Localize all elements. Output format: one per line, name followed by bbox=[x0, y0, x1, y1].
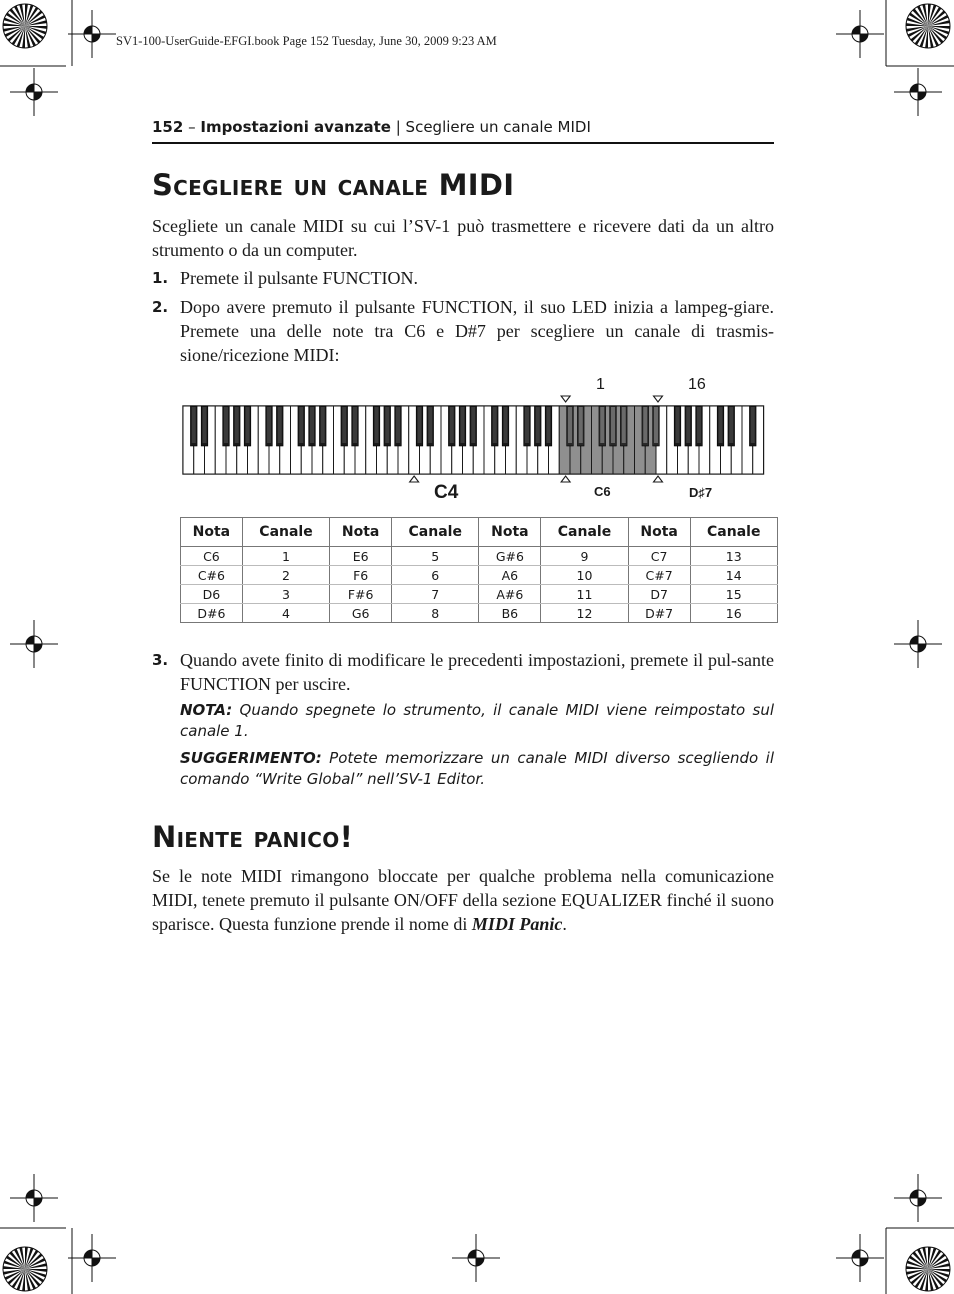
note-label: NOTA: bbox=[180, 701, 233, 719]
header-cell: Canale bbox=[242, 518, 329, 547]
table-cell: 7 bbox=[392, 585, 479, 604]
table-row bbox=[181, 547, 778, 566]
running-head-dash: – bbox=[183, 118, 201, 136]
black-key-highlight bbox=[729, 407, 733, 443]
table-cell: F#6 bbox=[330, 585, 392, 604]
table-cell: A#6 bbox=[479, 585, 541, 604]
table-cell: 9 bbox=[541, 547, 628, 566]
black-key-highlight bbox=[525, 407, 529, 443]
table-row bbox=[181, 566, 778, 585]
section-title-midi-panic: Niente panico! bbox=[152, 820, 354, 854]
black-key-highlight bbox=[246, 407, 250, 443]
black-key-highlight bbox=[299, 407, 303, 443]
table-cell: 12 bbox=[541, 604, 628, 623]
table-cell: C7 bbox=[628, 547, 690, 566]
table-cell: A6 bbox=[479, 566, 541, 585]
midi-channel-table bbox=[180, 517, 778, 623]
panic-text-end: . bbox=[562, 914, 567, 934]
black-key-highlight bbox=[235, 407, 239, 443]
black-key-highlight bbox=[342, 407, 346, 443]
table-cell: 1 bbox=[242, 547, 329, 566]
black-key-highlight bbox=[385, 407, 389, 443]
c4-label: C4 bbox=[434, 482, 459, 503]
midi-panic-term: MIDI Panic bbox=[471, 914, 563, 934]
table-cell: 2 bbox=[242, 566, 329, 585]
black-key-highlight bbox=[203, 407, 207, 443]
note-text: Quando spegnete lo strumento, il canale MIDI viene reimpostato sul canale 1. bbox=[180, 701, 774, 740]
step-text: Dopo avere premuto il pulsante FUNCTION, il suo LED inizia a lampeg-giare. Premete una delle note tra C6 e D#7 per scegliere un canale di trasmis-sione/ricezione MIDI: bbox=[180, 297, 774, 365]
running-head-section: Impostazioni avanzate bbox=[200, 118, 391, 136]
header-cell: Canale bbox=[541, 518, 628, 547]
black-key-highlight bbox=[611, 407, 615, 443]
black-key-highlight bbox=[192, 407, 196, 443]
black-key-highlight bbox=[396, 407, 400, 443]
header-rule bbox=[152, 142, 774, 144]
header-cell: Nota bbox=[479, 518, 541, 547]
black-key-highlight bbox=[321, 407, 325, 443]
black-key-highlight bbox=[579, 407, 583, 443]
keyboard-diagram bbox=[180, 390, 780, 500]
panic-paragraph bbox=[152, 864, 774, 936]
step-text: Quando avete finito di modificare le precedenti impostazioni, premete il pul-sante FUNCTION per uscire. bbox=[180, 650, 774, 694]
table-cell: 13 bbox=[690, 547, 777, 566]
table-cell: 6 bbox=[392, 566, 479, 585]
running-head bbox=[152, 118, 774, 136]
table-cell: C#6 bbox=[181, 566, 243, 585]
tip-box bbox=[180, 748, 774, 790]
intro-paragraph: Scegliete un canale MIDI su cui l’SV-1 può trasmettere e ricevere dati da un altro strumento o da un computer. bbox=[152, 216, 774, 260]
channel-1-marker bbox=[561, 396, 570, 402]
tip-text: Potete memorizzare un canale MIDI diverso scegliendo il comando “Write Global” nell’SV-1 Editor. bbox=[180, 749, 774, 788]
print-slug: SV1-100-UserGuide-EFGI.book Page 152 Tuesday, June 30, 2009 9:23 AM bbox=[116, 34, 497, 48]
black-key-highlight bbox=[450, 407, 454, 443]
d7-label: D♯7 bbox=[689, 485, 713, 500]
table-cell: B6 bbox=[479, 604, 541, 623]
black-key-highlight bbox=[428, 407, 432, 443]
black-key-highlight bbox=[536, 407, 540, 443]
black-key-highlight bbox=[547, 407, 551, 443]
black-key-highlight bbox=[643, 407, 647, 443]
d7-marker bbox=[654, 476, 663, 482]
channel-16-marker bbox=[654, 396, 663, 402]
step-text: Premete il pulsante FUNCTION. bbox=[180, 268, 418, 288]
channel-16-label: 16 bbox=[688, 376, 706, 393]
table-row bbox=[181, 604, 778, 623]
table-cell: C6 bbox=[181, 547, 243, 566]
table-cell: D#7 bbox=[628, 604, 690, 623]
black-key-highlight bbox=[375, 407, 379, 443]
step-number: 1. bbox=[152, 269, 169, 287]
black-key-highlight bbox=[751, 407, 755, 443]
channel-1-label: 1 bbox=[596, 376, 605, 393]
black-key-highlight bbox=[686, 407, 690, 443]
black-key-highlight bbox=[719, 407, 723, 443]
table-cell: 16 bbox=[690, 604, 777, 623]
page-number: 152 bbox=[152, 118, 184, 136]
table-cell: 10 bbox=[541, 566, 628, 585]
black-key-highlight bbox=[697, 407, 701, 443]
table-cell: D#6 bbox=[181, 604, 243, 623]
table-cell: 11 bbox=[541, 585, 628, 604]
table-cell: C#7 bbox=[628, 566, 690, 585]
table-cell: F6 bbox=[330, 566, 392, 585]
c6-label: C6 bbox=[594, 484, 611, 499]
black-key-highlight bbox=[568, 407, 572, 443]
table-cell: 14 bbox=[690, 566, 777, 585]
table-cell: 4 bbox=[242, 604, 329, 623]
running-head-separator: | bbox=[390, 118, 406, 136]
table-cell: 5 bbox=[392, 547, 479, 566]
header-cell: Nota bbox=[181, 518, 243, 547]
table-cell: G6 bbox=[330, 604, 392, 623]
table-cell: G#6 bbox=[479, 547, 541, 566]
c4-marker bbox=[410, 476, 419, 482]
header-cell: Canale bbox=[690, 518, 777, 547]
black-key-highlight bbox=[224, 407, 228, 443]
c6-marker bbox=[561, 476, 570, 482]
black-key-highlight bbox=[310, 407, 314, 443]
black-key-highlight bbox=[622, 407, 626, 443]
table-row bbox=[181, 585, 778, 604]
black-key-highlight bbox=[471, 407, 475, 443]
black-key-highlight bbox=[654, 407, 658, 443]
black-key-highlight bbox=[278, 407, 282, 443]
step-number: 2. bbox=[152, 298, 169, 316]
black-key-highlight bbox=[461, 407, 465, 443]
table-cell: D7 bbox=[628, 585, 690, 604]
section-title-midi-channel: Scegliere un canale MIDI bbox=[152, 168, 515, 202]
table-cell: 15 bbox=[690, 585, 777, 604]
table-cell: E6 bbox=[330, 547, 392, 566]
black-key-highlight bbox=[676, 407, 680, 443]
black-key-highlight bbox=[267, 407, 271, 443]
panic-text: Se le note MIDI rimangono bloccate per qualche problema nella comunicazione MIDI, tenete premuto il pulsante ON/OFF della sezione EQUALIZER finché il suono sparisce. Questa funzione prende il nome di bbox=[152, 866, 774, 934]
table-cell: 8 bbox=[392, 604, 479, 623]
table-cell: 3 bbox=[242, 585, 329, 604]
black-key-highlight bbox=[600, 407, 604, 443]
black-key-highlight bbox=[504, 407, 508, 443]
header-cell: Nota bbox=[330, 518, 392, 547]
black-key-highlight bbox=[353, 407, 357, 443]
header-cell: Nota bbox=[628, 518, 690, 547]
table-header-row bbox=[181, 518, 778, 547]
note-box bbox=[180, 700, 774, 742]
black-key-highlight bbox=[418, 407, 422, 443]
tip-label: SUGGERIMENTO: bbox=[180, 749, 322, 767]
running-head-topic: Scegliere un canale MIDI bbox=[405, 118, 591, 136]
black-key-highlight bbox=[493, 407, 497, 443]
step-number: 3. bbox=[152, 651, 169, 669]
header-cell: Canale bbox=[392, 518, 479, 547]
table-cell: D6 bbox=[181, 585, 243, 604]
